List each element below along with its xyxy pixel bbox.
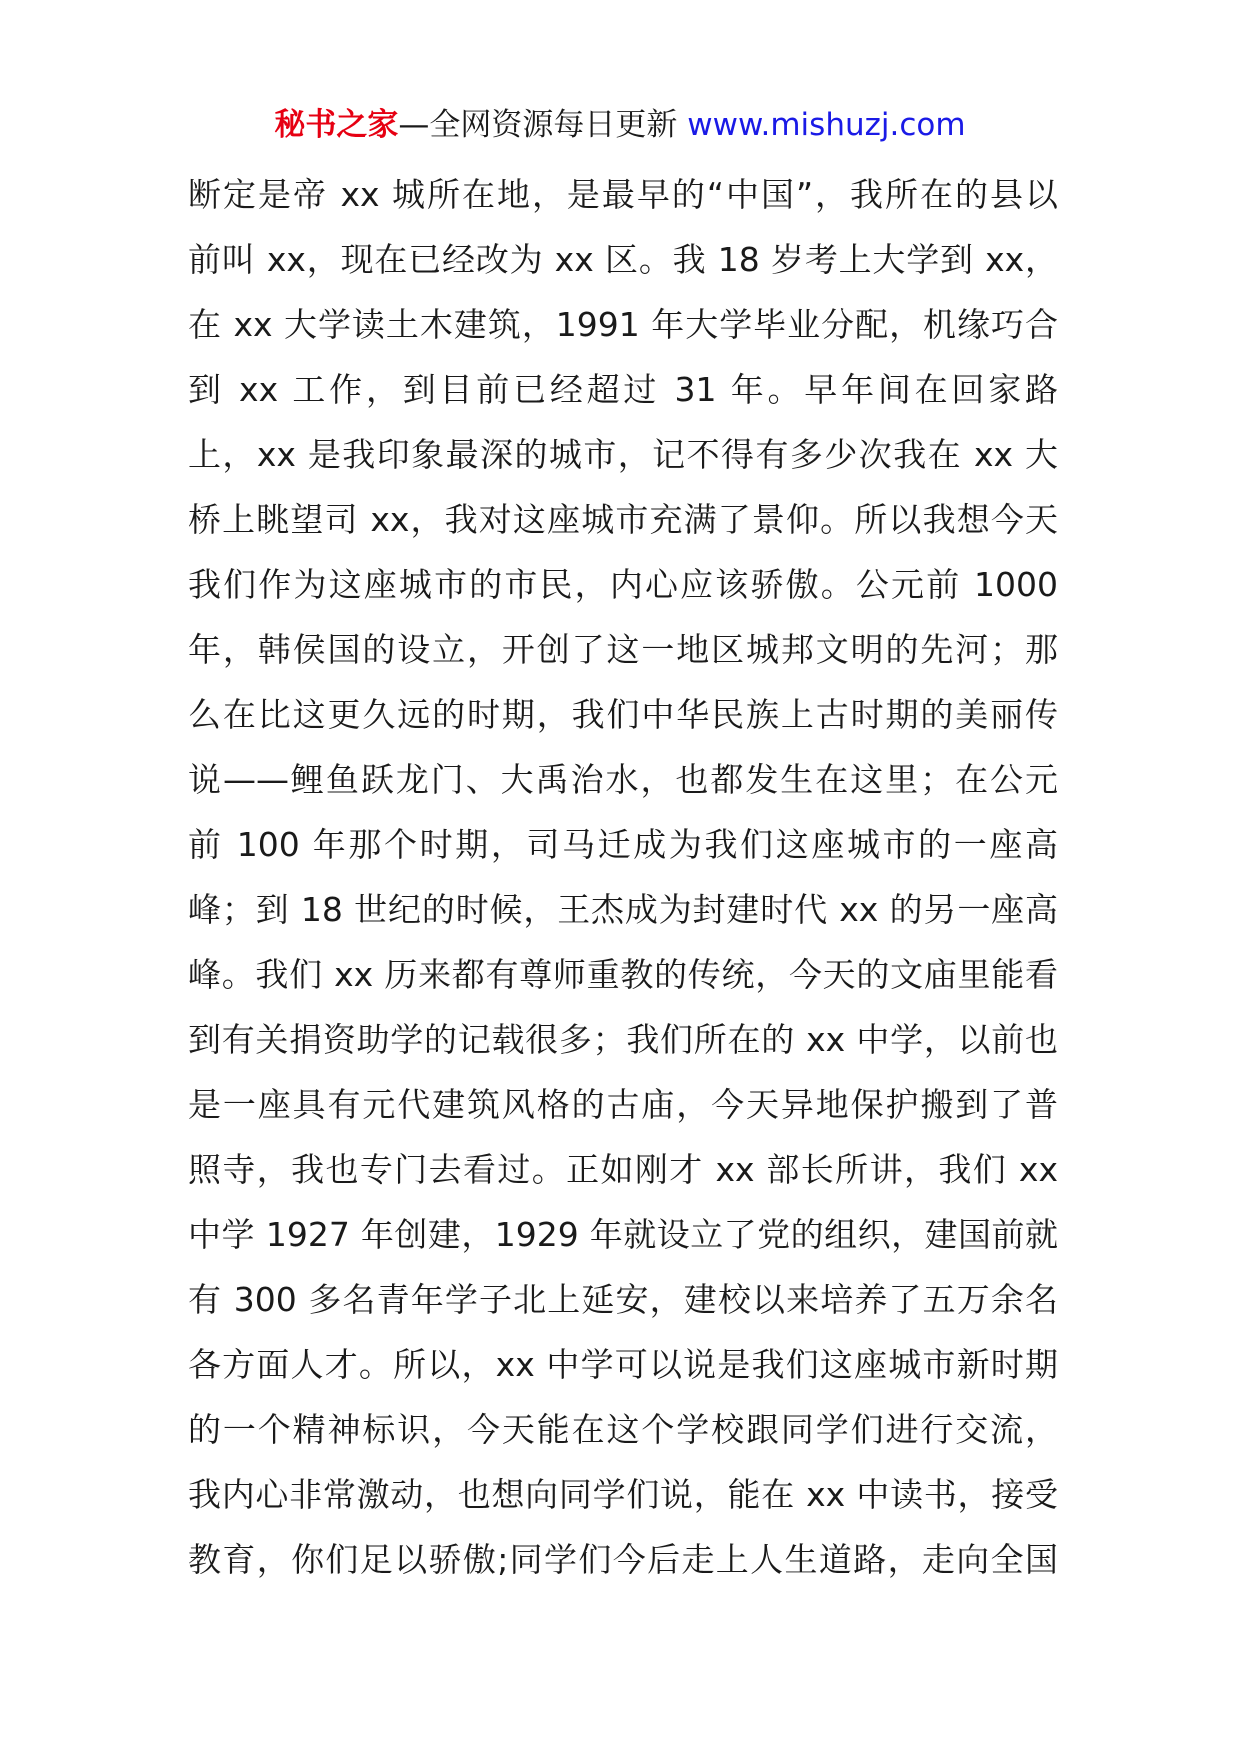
body-line: 说——鲤鱼跃龙门、大禹治水，也都发生在这里；在公元 [188, 760, 1058, 799]
body-line: 照寺，我也专门去看过。正如刚才 xx 部长所讲，我们 xx [188, 1150, 1058, 1189]
body-line: 前 100 年那个时期，司马迁成为我们这座城市的一座高 [188, 825, 1058, 864]
header-slogan: —全网资源每日更新 [398, 107, 688, 143]
body-line: 中学 1927 年创建，1929 年就设立了党的组织，建国前就 [188, 1215, 1058, 1254]
body-text [188, 162, 1058, 1592]
page-header [0, 98, 1240, 152]
header-url-link[interactable]: www.mishuzj.com [687, 107, 966, 143]
body-line: 峰；到 18 世纪的时候，王杰成为封建时代 xx 的另一座高 [188, 890, 1058, 929]
body-line: 我内心非常激动，也想向同学们说，能在 xx 中读书，接受 [188, 1475, 1058, 1514]
body-line: 到有关捐资助学的记载很多；我们所在的 xx 中学，以前也 [188, 1020, 1058, 1059]
body-line: 到 xx 工作，到目前已经超过 31 年。早年间在回家路 [188, 370, 1058, 409]
body-line: 前叫 xx，现在已经改为 xx 区。我 18 岁考上大学到 xx， [188, 240, 1058, 279]
body-line: 教育，你们足以骄傲;同学们今后走上人生道路，走向全国 [188, 1540, 1058, 1579]
body-line: 有 300 多名青年学子北上延安，建校以来培养了五万余名 [188, 1280, 1058, 1319]
body-line: 我们作为这座城市的市民，内心应该骄傲。公元前 1000 [188, 565, 1058, 604]
body-line: 在 xx 大学读土木建筑，1991 年大学毕业分配，机缘巧合 [188, 305, 1058, 344]
body-line: 上，xx 是我印象最深的城市，记不得有多少次我在 xx 大 [188, 435, 1058, 474]
body-line: 么在比这更久远的时期，我们中华民族上古时期的美丽传 [188, 695, 1058, 734]
body-line: 桥上眺望司 xx，我对这座城市充满了景仰。所以我想今天 [188, 500, 1058, 539]
body-line: 峰。我们 xx 历来都有尊师重教的传统，今天的文庙里能看 [188, 955, 1058, 994]
body-line: 的一个精神标识，今天能在这个学校跟同学们进行交流， [188, 1410, 1058, 1449]
header-brand: 秘书之家 [274, 107, 399, 143]
body-line: 断定是帝 xx 城所在地，是最早的“中国”，我所在的县以 [188, 175, 1058, 214]
body-line: 年，韩侯国的设立，开创了这一地区城邦文明的先河；那 [188, 630, 1058, 669]
body-line: 是一座具有元代建筑风格的古庙，今天异地保护搬到了普 [188, 1085, 1058, 1124]
body-line: 各方面人才。所以，xx 中学可以说是我们这座城市新时期 [188, 1345, 1058, 1384]
